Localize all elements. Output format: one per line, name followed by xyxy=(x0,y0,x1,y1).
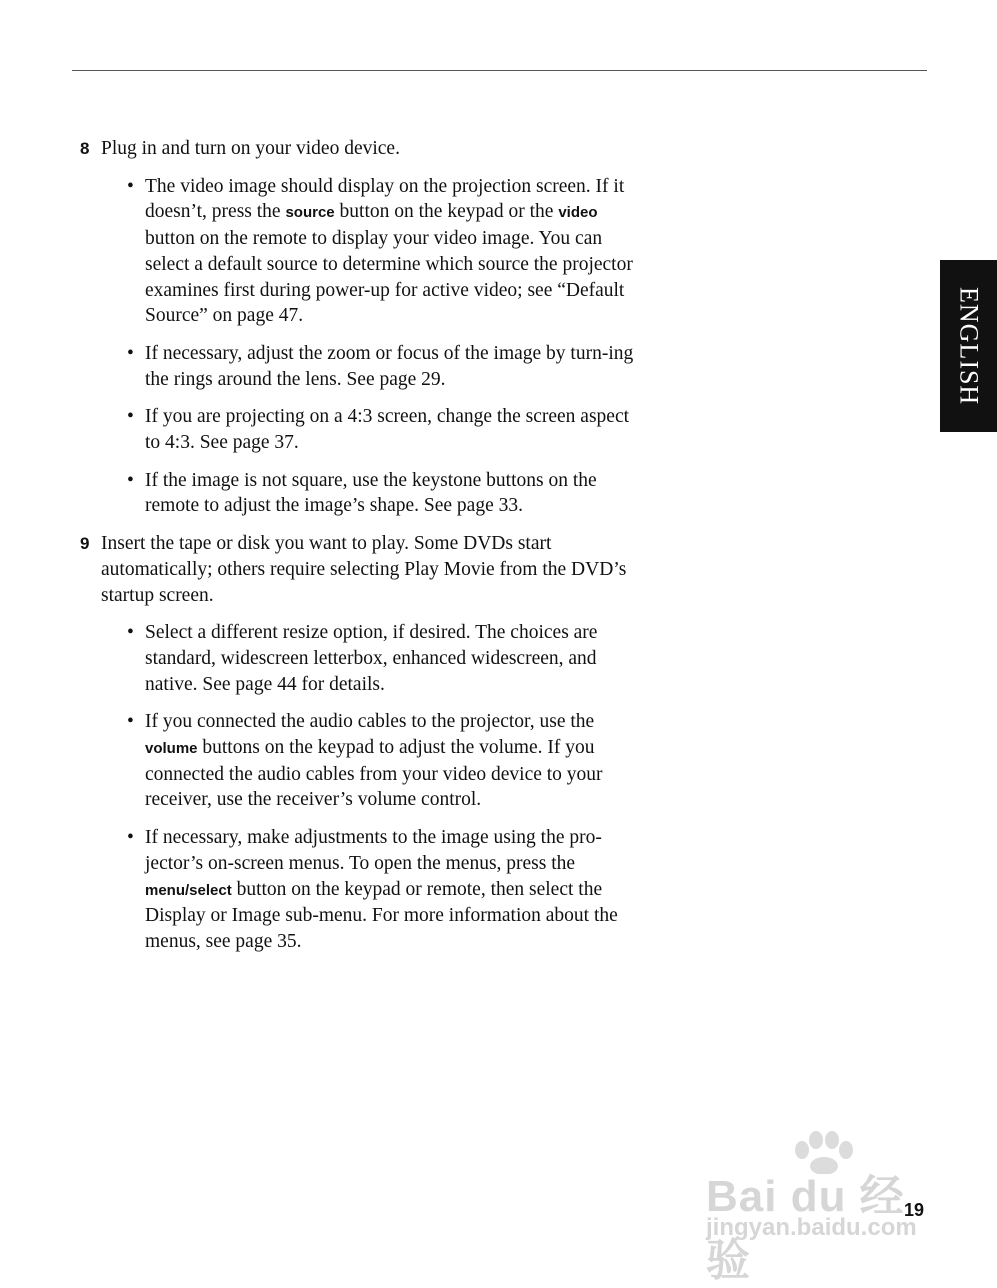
bullet-text xyxy=(145,827,618,952)
text-segment: If necessary, adjust the zoom or focus of the image by turn-ing the rings around the lens. See page 29. xyxy=(145,342,634,390)
main-content xyxy=(78,136,648,967)
step-9 xyxy=(78,531,648,955)
text-segment: If necessary, make adjustments to the image using the pro-jector’s on-screen menus. To open the menus, press the xyxy=(145,827,602,874)
header-rule xyxy=(72,70,927,71)
keyword-label: video xyxy=(558,204,598,222)
text-segment: button on the keypad or the xyxy=(334,201,559,223)
text-segment: The video image should display on the projection screen. If it doesn’t, press the xyxy=(145,175,625,223)
bullet-text xyxy=(145,622,597,694)
bullet-dot: • xyxy=(127,342,134,364)
bullet-dot: • xyxy=(127,406,134,428)
keyword-label: menu/select xyxy=(145,881,232,899)
text-segment: If the image is not square, use the keystone buttons on the remote to adjust the image’s shape. See page 33. xyxy=(145,469,597,517)
watermark-brand: Bai du 经验 xyxy=(706,1172,905,1285)
page-number: 19 xyxy=(904,1200,925,1220)
text-segment: If you connected the audio cables to the projector, use the xyxy=(145,711,595,733)
step-text: Insert the tape or disk you want to play. Some DVDs start automatically; others require selecting Play Movie from the DVD’s startup screen. xyxy=(101,533,627,606)
bullet-text xyxy=(145,343,633,390)
bullet-item xyxy=(101,468,648,519)
bullet-dot: • xyxy=(127,469,134,491)
bullet-item xyxy=(101,825,648,955)
bullet-item xyxy=(101,709,648,813)
bullet-text xyxy=(145,406,629,453)
bullet-dot: • xyxy=(127,622,134,644)
step-8 xyxy=(78,136,648,519)
bullet-item xyxy=(101,174,648,329)
bullet-dot: • xyxy=(127,827,134,849)
bullet-item xyxy=(101,404,648,455)
keyword-label: source xyxy=(285,204,335,222)
step-number: 9 xyxy=(80,534,90,554)
step-text: Plug in and turn on your video device. xyxy=(101,138,400,159)
text-segment: buttons on the keypad to adjust the volume. If you connected the audio cables from your video device to your receiver, use the receiver’s volume control. xyxy=(145,737,603,811)
bullet-dot: • xyxy=(127,175,134,197)
bullet-list xyxy=(101,174,648,519)
text-segment: button on the remote to display your video image. You can select a default source to determine which source the projector examines first during power-up for active video; see “Default Source” on page 47. xyxy=(145,228,633,327)
bullet-text xyxy=(145,470,597,517)
bullet-item xyxy=(101,341,648,392)
language-tab-label: ENGLISH xyxy=(954,286,984,406)
bullet-dot: • xyxy=(127,711,134,733)
language-tab xyxy=(940,260,997,432)
text-segment: button on the keypad or remote, then select the Display or Image sub-menu. For more information about the menus, see page 35. xyxy=(145,878,618,952)
step-number: 8 xyxy=(80,139,90,158)
watermark-url: jingyan.baidu.com xyxy=(706,1214,917,1241)
keyword-label: volume xyxy=(145,740,198,758)
bullet-text xyxy=(145,711,603,810)
bullet-item xyxy=(101,620,648,697)
watermark xyxy=(700,1130,940,1285)
text-segment: If you are projecting on a 4:3 screen, change the screen aspect to 4:3. See page 37. xyxy=(145,406,630,454)
bullet-list xyxy=(101,620,648,954)
text-segment: Select a different resize option, if desired. The choices are standard, widescreen letterbox, enhanced widescreen, and native. See page 44 for details. xyxy=(145,622,598,695)
bullet-text xyxy=(145,176,633,327)
